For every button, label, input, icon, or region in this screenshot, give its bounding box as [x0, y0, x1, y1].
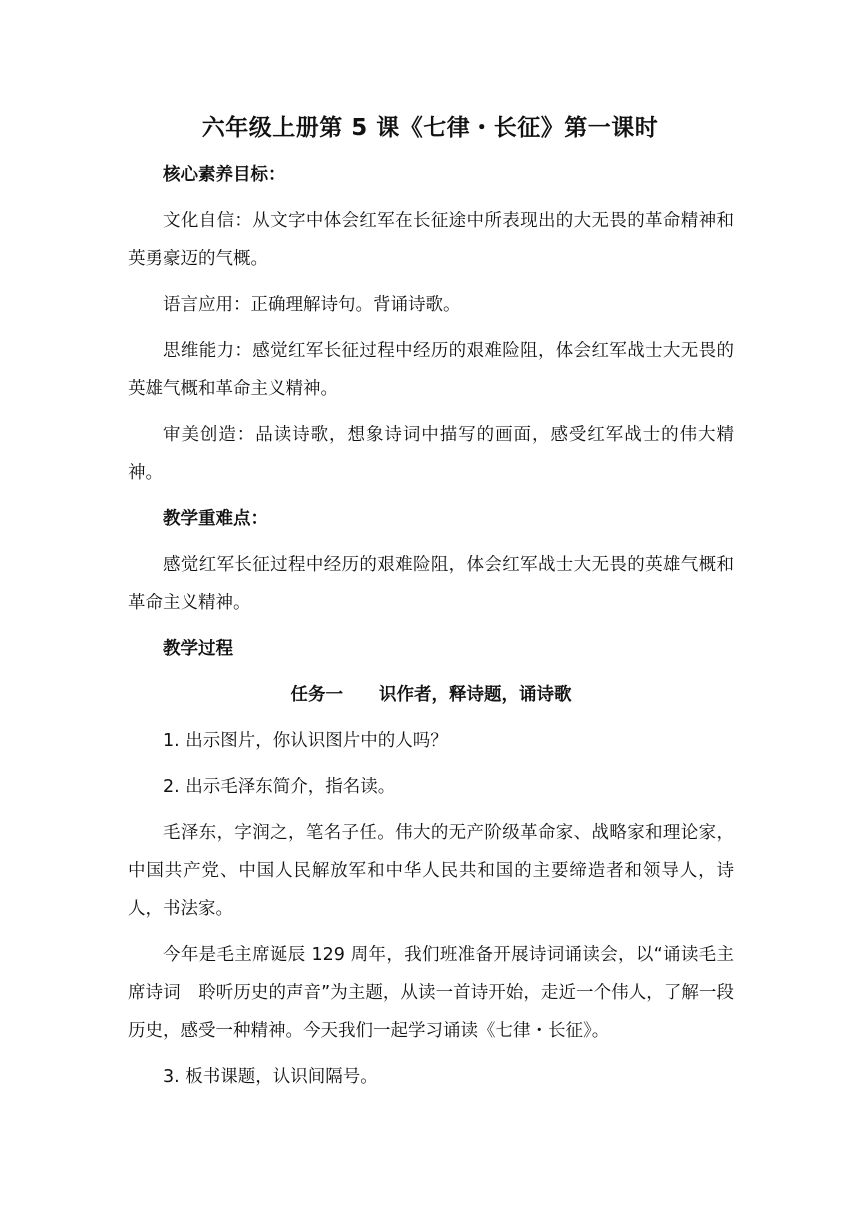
mao-intro: 毛泽东，字润之，笔名子任。伟大的无产阶级革命家、战略家和理论家，中国共产党、中国人民解放军和中华人民共和国的主要缔造者和领导人，诗人，书法家。	[128, 823, 734, 919]
goal-culture: 文化自信：从文字中体会红军在长征途中所表现出的大无畏的革命精神和英勇豪迈的气概。	[128, 211, 734, 269]
task-one-heading	[128, 676, 734, 714]
key-points-text: 感觉红军长征过程中经历的艰难险阻，体会红军战士大无畏的英雄气概和革命主义精神。	[128, 555, 734, 613]
key-points-heading: 教学重难点：	[163, 509, 268, 529]
process-heading: 教学过程	[163, 639, 233, 659]
step-1: 1. 出示图片，你认识图片中的人吗？	[163, 731, 448, 751]
step-3: 3. 板书课题，认识间隔号。	[163, 1067, 378, 1087]
goal-aesthetic: 审美创造：品读诗歌，想象诗词中描写的画面，感受红军战士的伟大精神。	[128, 425, 734, 483]
goal-language: 语言应用：正确理解诗句。背诵诗歌。	[163, 295, 461, 315]
goal-thinking: 思维能力：感觉红军长征过程中经历的艰难险阻，体会红军战士大无畏的英雄气概和革命主义精神。	[128, 341, 734, 399]
task-label: 任务一	[290, 685, 343, 705]
task-title: 识作者，释诗题，诵诗歌	[379, 685, 572, 705]
step-2: 2. 出示毛泽东简介，指名读。	[163, 777, 396, 797]
document-body	[128, 156, 734, 1104]
anniversary-paragraph: 今年是毛主席诞辰 129 周年，我们班准备开展诗词诵读会，以“诵读毛主席诗词 聆听历史的声音”为主题，从读一首诗开始，走近一个伟人，了解一段历史，感受一种精神。今天我们一起学习诵读《七律・长征》。	[128, 945, 734, 1041]
core-goals-heading: 核心素养目标：	[163, 165, 286, 185]
document-title: 六年级上册第 5 课《七律・长征》第一课时	[201, 115, 659, 141]
